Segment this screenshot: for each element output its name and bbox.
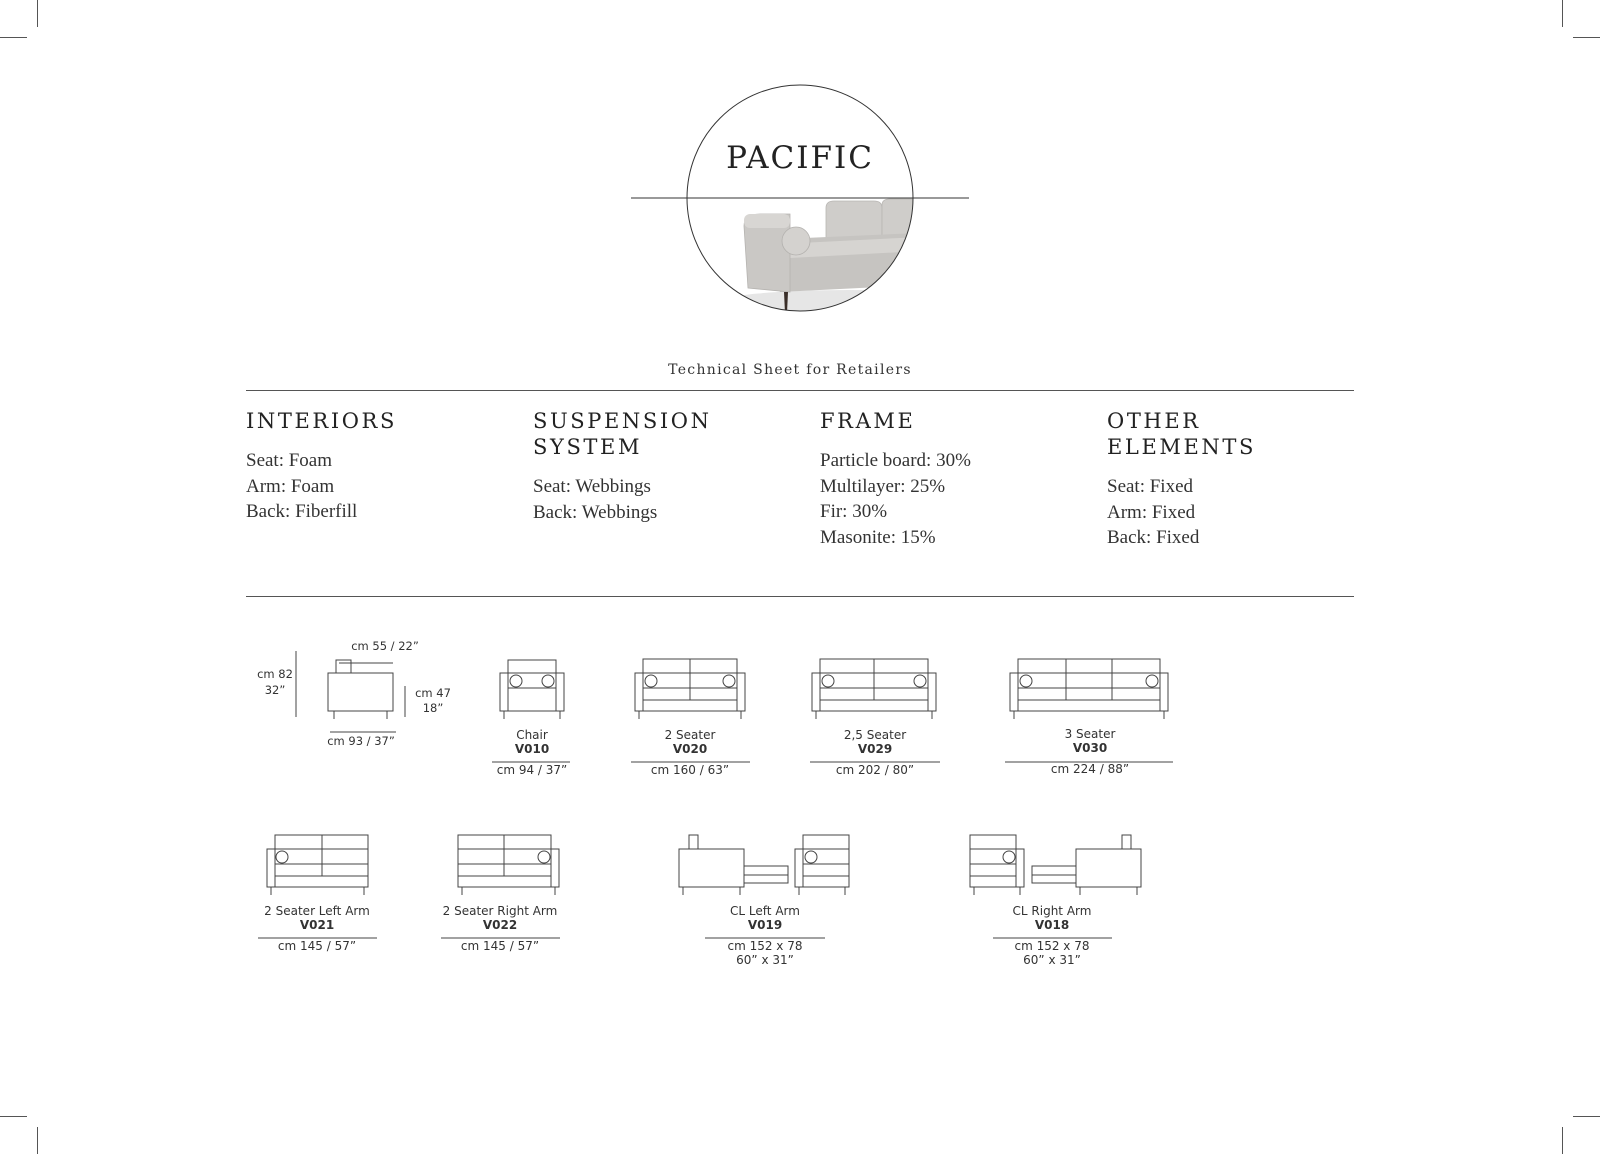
spec-item: Back: Webbings [533, 501, 658, 523]
model-name: Chair [516, 728, 548, 742]
dim-seat-cm: cm 47 [415, 686, 451, 700]
model-dimensions: cm 94 / 37” [496, 763, 568, 777]
model-dimensions: cm 145 / 57” [460, 939, 540, 953]
model-dimensions-inches: 60” x 31” [1023, 953, 1081, 967]
dim-depth-top: cm 55 / 22” [351, 639, 419, 653]
spec-item: Masonite: 15% [820, 526, 936, 548]
cl-right-arm-drawing [970, 835, 1141, 895]
model-code: V010 [514, 742, 550, 756]
two-seater-drawing [635, 659, 745, 719]
spec-item: Arm: Fixed [1107, 501, 1196, 523]
page-subtitle: Technical Sheet for Retailers [668, 362, 912, 378]
model-label-chair [472, 728, 592, 777]
spec-heading-line1: OTHER [1107, 409, 1201, 433]
model-name: 2 Seater Right Arm [442, 904, 558, 918]
page-title: PACIFIC [726, 140, 874, 176]
model-code: V019 [747, 918, 783, 932]
three-seater-drawing [1010, 659, 1168, 719]
model-name: 3 Seater [1064, 727, 1116, 741]
model-label-cl-right-arm [982, 904, 1122, 967]
model-code: V021 [299, 918, 335, 932]
model-label-3-seater [1030, 727, 1150, 776]
model-label-2-5-seater [815, 728, 935, 777]
model-dimensions: cm 152 x 78 [727, 939, 803, 953]
model-code: V022 [482, 918, 518, 932]
model-code: V029 [857, 742, 893, 756]
dim-depth-bottom: cm 93 / 37” [327, 734, 395, 748]
dim-seat-in: 18” [422, 701, 444, 715]
model-name: CL Left Arm [730, 904, 800, 918]
spec-item: Back: Fixed [1107, 527, 1200, 548]
two-seater-right-arm-drawing [458, 835, 559, 895]
cl-left-arm-drawing [679, 835, 849, 895]
spec-item: Particle board: 30% [820, 450, 971, 471]
spec-item: Seat: Fixed [1107, 476, 1194, 497]
spec-item: Back: Fiberfill [246, 501, 358, 522]
model-code: V020 [672, 742, 708, 756]
model-dimensions: cm 224 / 88” [1050, 762, 1130, 776]
two-seater-left-arm-drawing [267, 835, 368, 895]
model-code: V018 [1034, 918, 1070, 932]
model-name: CL Right Arm [1012, 904, 1092, 918]
model-label-2-seater [630, 728, 750, 777]
model-dimensions: cm 160 / 63” [650, 763, 730, 777]
spec-item: Seat: Webbings [533, 476, 651, 497]
model-label-cl-left-arm [695, 904, 835, 967]
model-name: 2 Seater Left Arm [264, 904, 370, 918]
dim-height-cm: cm 82 [257, 667, 293, 681]
spec-heading-line2: ELEMENTS [1107, 435, 1257, 459]
model-label-2-seater-left-arm [247, 904, 387, 953]
spec-item: Arm: Foam [246, 475, 335, 497]
spec-heading-line1: FRAME [820, 409, 916, 433]
chair-drawing [500, 660, 564, 719]
spec-heading-line1: INTERIORS [246, 409, 397, 433]
spec-item: Fir: 30% [820, 501, 888, 522]
model-name: 2 Seater [664, 728, 716, 742]
model-name: 2,5 Seater [843, 728, 907, 742]
spec-heading-line1: SUSPENSION [533, 409, 712, 433]
spec-item: Multilayer: 25% [820, 475, 946, 497]
dim-height-in: 32” [264, 683, 286, 697]
model-dimensions: cm 152 x 78 [1014, 939, 1090, 953]
model-code: V030 [1072, 741, 1108, 755]
model-dimensions-inches: 60” x 31” [736, 953, 794, 967]
model-dimensions: cm 202 / 80” [835, 763, 915, 777]
model-dimensions: cm 145 / 57” [277, 939, 357, 953]
two-half-seater-drawing [812, 659, 936, 719]
model-label-2-seater-right-arm [430, 904, 570, 953]
spec-item: Seat: Foam [246, 450, 333, 471]
spec-heading-line2: SYSTEM [533, 435, 643, 459]
